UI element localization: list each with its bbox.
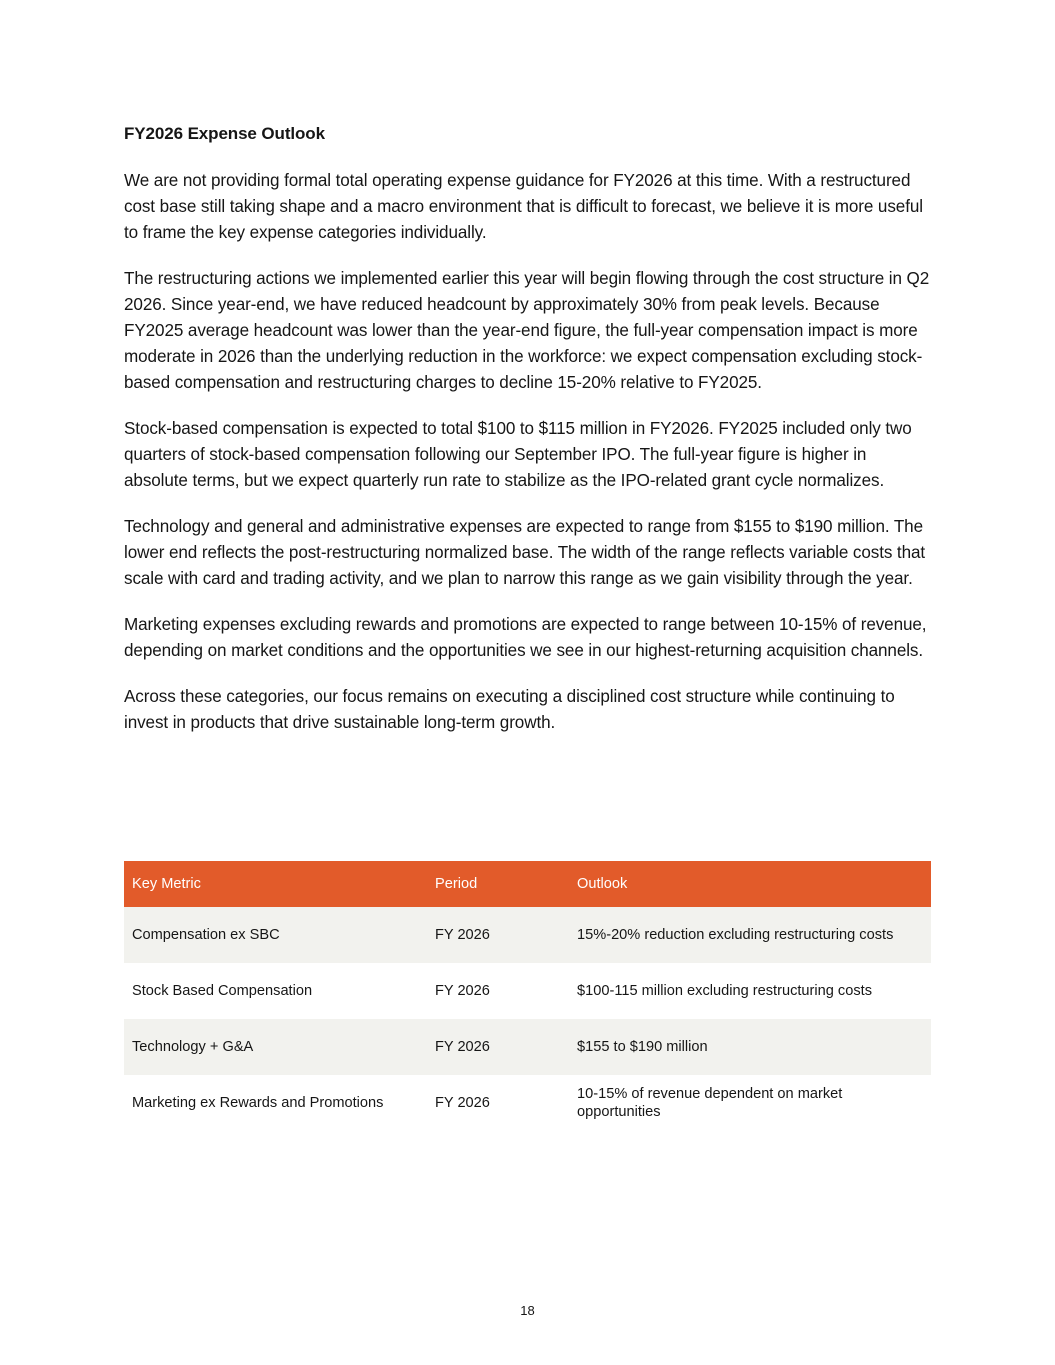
body-text: [124, 168, 932, 756]
table-cell-outlook: 15%-20% reduction excluding restructuring costs: [577, 927, 894, 943]
table-row: [124, 1075, 931, 1131]
paragraph-sbc: Stock-based compensation is expected to total $100 to $115 million in FY2026. FY2025 included only two quarters of stock-based compensation following our September IPO. The full-year figure is higher in absolute terms, but we expect quarterly run rate to stabilize as the IPO-related grant cycle normalizes.: [124, 419, 912, 490]
paragraph-intro: We are not providing formal total operating expense guidance for FY2026 at this time. With a restructured cost base still taking shape and a macro environment that is difficult to forecast, we believe it is more useful to frame the key expense categories individually.: [124, 171, 923, 242]
table-row: [124, 963, 931, 1019]
table-header-period: Period: [435, 876, 478, 892]
table-cell-outlook: 10-15% of revenue dependent on market opportunities: [577, 1086, 843, 1120]
section-heading: FY2026 Expense Outlook: [124, 124, 325, 143]
page-number: 18: [520, 1303, 535, 1318]
paragraph-restructuring: The restructuring actions we implemented earlier this year will begin flowing through the cost structure in Q2 2026. Since year-end, we have reduced headcount by approximately 30% from peak levels. Because FY2025 average headcount was lower than the year-end figure, the full-year compensation impact is more moderate in 2026 than the underlying reduction in the workforce: we expect compensation excluding stock-based compensation and restructuring charges to decline 15-20% relative to FY2025.: [124, 269, 930, 392]
table-cell-outlook: $155 to $190 million: [577, 1039, 708, 1055]
paragraph-marketing: Marketing expenses excluding rewards and promotions are expected to range between 10-15% of revenue, depending on market conditions and the opportunities we see in our highest-returning acquisition channels.: [124, 615, 927, 660]
table-row: [124, 907, 931, 963]
table-cell-metric: Marketing ex Rewards and Promotions: [132, 1095, 384, 1111]
table-cell-outlook: $100-115 million excluding restructuring costs: [577, 983, 872, 999]
table-cell-period: FY 2026: [435, 927, 490, 943]
table-cell-period: FY 2026: [435, 983, 490, 999]
table-cell-period: FY 2026: [435, 1095, 490, 1111]
table-cell-period: FY 2026: [435, 1039, 490, 1055]
table-cell-metric: Stock Based Compensation: [132, 983, 313, 999]
table-header-key-metric: Key Metric: [132, 876, 201, 892]
table-header-outlook: Outlook: [577, 876, 628, 892]
expense-outlook-table: [124, 861, 931, 1131]
paragraph-summary: Across these categories, our focus remains on executing a disciplined cost structure while continuing to invest in products that drive sustainable long-term growth.: [124, 687, 895, 732]
table-header-row: [124, 861, 931, 907]
table-cell-metric: Technology + G&A: [132, 1039, 254, 1055]
table-cell-metric: Compensation ex SBC: [132, 927, 280, 943]
paragraph-technology-ga: Technology and general and administrative expenses are expected to range from $155 to $190 million. The lower end reflects the post-restructuring normalized base. The width of the range reflects variable costs that scale with card and trading activity, and we plan to narrow this range as we gain visibility through the year.: [124, 517, 926, 588]
table-row: [124, 1019, 931, 1075]
